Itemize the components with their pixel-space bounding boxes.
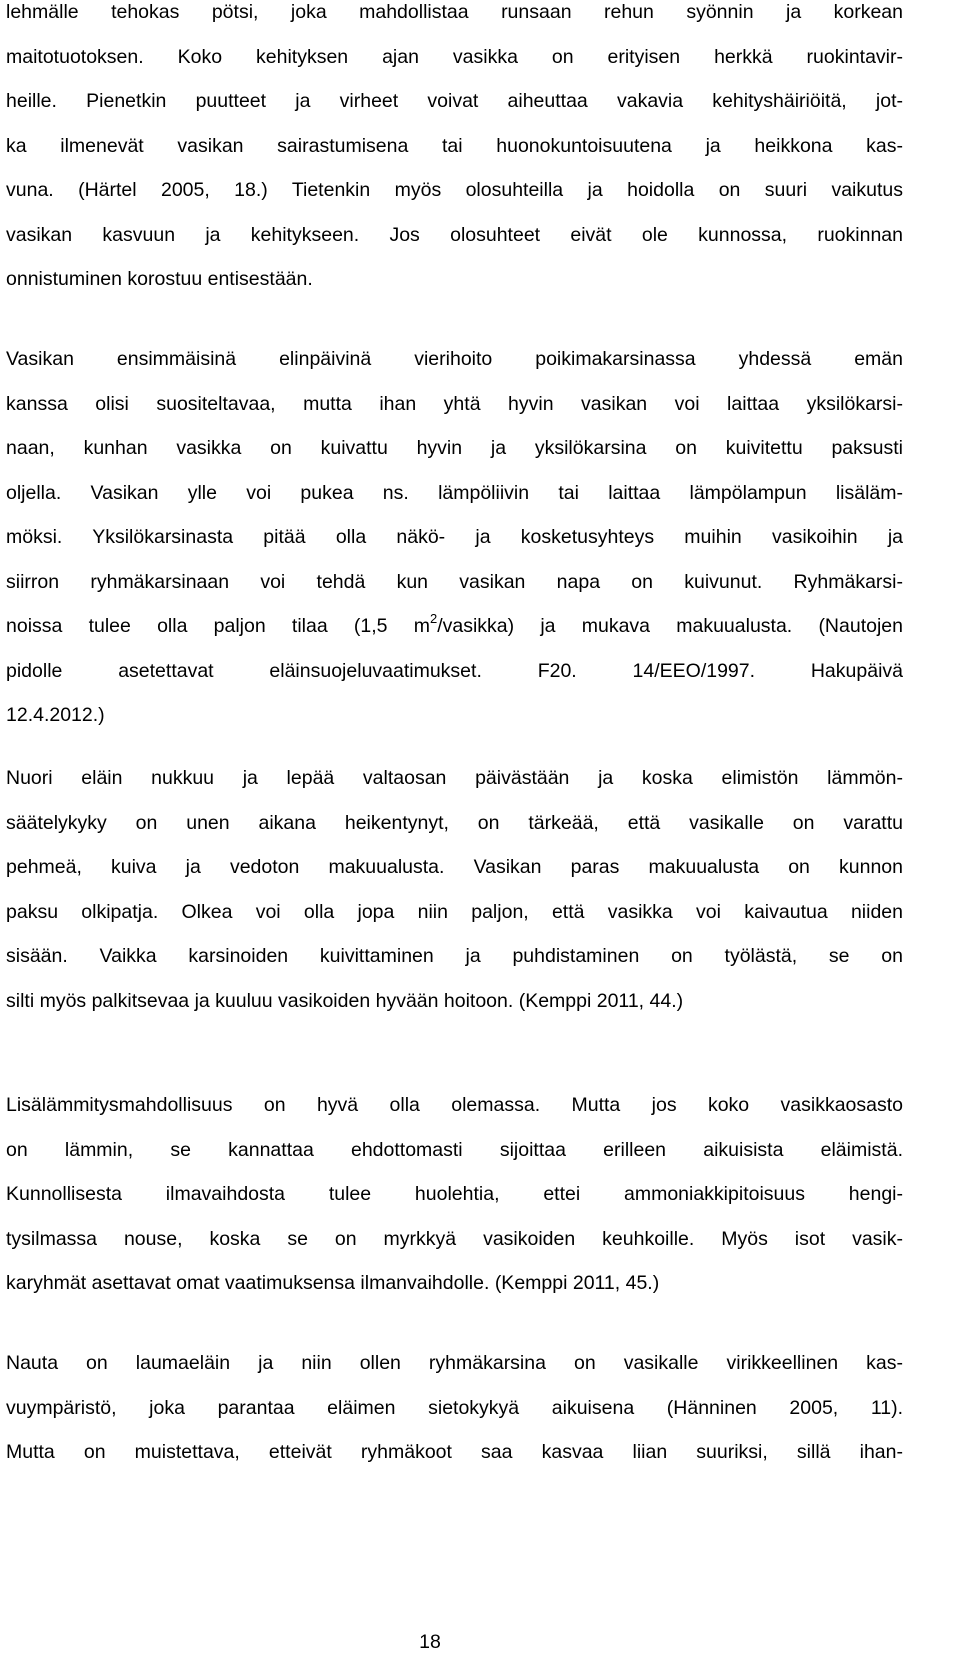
text-fragment: /vasikka) ja mukava makuualusta. (Nautojen — [437, 615, 903, 637]
text-line: oljella. Vasikan ylle voi pukea ns. lämpöliivin tai laittaa lämpölampun lisäläm- — [6, 481, 903, 504]
text-line: Kunnollisesta ilmavaihdosta tulee huolehtia, ettei ammoniakkipitoisuus hengi- — [6, 1183, 903, 1205]
paragraph-herd-animal — [6, 1341, 903, 1475]
text-line: vuna. (Härtel 2005, 18.) Tietenkin myös olosuhteilla ja hoidolla on suuri vaikutus — [6, 179, 903, 201]
text-line: Vasikan ensimmäisinä elinpäivinä vierihoito poikimakarsinassa yhdessä emän — [6, 348, 903, 370]
page-number: 18 — [419, 1631, 441, 1653]
text-line-with-superscript — [6, 604, 903, 649]
text-line: ka ilmenevät vasikan sairastumisena tai huonokuntoisuutena ja heikkona kas- — [6, 134, 903, 157]
text-line: lehmälle tehokas pötsi, joka mahdollistaa runsaan rehun syönnin ja korkean — [6, 1, 903, 23]
text-line: säätelykyky on unen aikana heikentynyt, on tärkeää, että vasikalle on varattu — [6, 811, 903, 834]
text-line: sisään. Vaikka karsinoiden kuivittaminen ja puhdistaminen on työlästä, se on — [6, 945, 903, 967]
text-fragment: noissa tulee olla paljon tilaa (1,5 m — [6, 615, 430, 637]
paragraph-first-days-pen — [6, 337, 903, 738]
text-line: 12.4.2012.) — [6, 704, 105, 726]
text-line: siirron ryhmäkarsinaan voi tehdä kun vasikan napa on kuivunut. Ryhmäkarsi- — [6, 570, 903, 593]
text-line: onnistuminen korostuu entisestään. — [6, 268, 313, 290]
text-line: pehmeä, kuiva ja vedoton makuualusta. Vasikan paras makuualusta on kunnon — [6, 856, 903, 878]
text-line: tysilmassa nouse, koska se on myrkkyä vasikoiden keuhkoille. Myös isot vasik- — [6, 1227, 903, 1250]
text-line: Nauta on laumaeläin ja niin ollen ryhmäkarsina on vasikalle virikkeellinen kas- — [6, 1352, 903, 1374]
text-line: on lämmin, se kannattaa ehdottomasti sijoittaa erilleen aikuisista eläimistä. — [6, 1138, 903, 1161]
superscript: 2 — [429, 611, 438, 626]
text-line: maitotuotoksen. Koko kehityksen ajan vasikka on erityisen herkkä ruokintavir- — [6, 45, 903, 68]
text-line: silti myös palkitsevaa ja kuuluu vasikoiden hyvään hoitoon. (Kemppi 2011, 44.) — [6, 989, 684, 1012]
paragraph-resting-bedding — [6, 756, 903, 1023]
text-line: Nuori eläin nukkuu ja lepää valtaosan päivästään ja koska elimistön lämmön- — [6, 767, 903, 789]
text-line: pidolle asetettavat eläinsuojeluvaatimukset. F20. 14/EEO/1997. Hakupäivä — [6, 659, 903, 682]
text-line: heille. Pienetkin puutteet ja virheet voivat aiheuttaa vakavia kehityshäiriöitä, jot- — [6, 90, 903, 112]
text-line: vasikan kasvuun ja kehitykseen. Jos olosuhteet eivät ole kunnossa, ruokinnan — [6, 223, 903, 246]
text-line: naan, kunhan vasikka on kuivattu hyvin ja yksilökarsina on kuivitettu paksusti — [6, 437, 903, 459]
text-line: kanssa olisi suositeltavaa, mutta ihan yhtä hyvin vasikan voi laittaa yksilökarsi- — [6, 392, 903, 415]
text-line: Mutta on muistettava, etteivät ryhmäkoot saa kasvaa liian suuriksi, sillä ihan- — [6, 1441, 903, 1463]
text-line: paksu olkipatja. Olkea voi olla jopa niin paljon, että vasikka voi kaivautua niiden — [6, 900, 903, 923]
paragraph-calf-feeding — [6, 0, 903, 302]
text-line: Lisälämmitysmahdollisuus on hyvä olla olemassa. Mutta jos koko vasikkaosasto — [6, 1094, 903, 1116]
text-line: karyhmät asettavat omat vaatimuksensa ilmanvaihdolle. (Kemppi 2011, 45.) — [6, 1272, 660, 1294]
text-line: möksi. Yksilökarsinasta pitää olla näkö- ja kosketusyhteys muihin vasikoihin ja — [6, 526, 903, 548]
paragraph-heating-ventilation — [6, 1083, 903, 1306]
text-line: vuympäristö, joka parantaa eläimen sietokykyä aikuisena (Hänninen 2005, 11). — [6, 1396, 903, 1419]
